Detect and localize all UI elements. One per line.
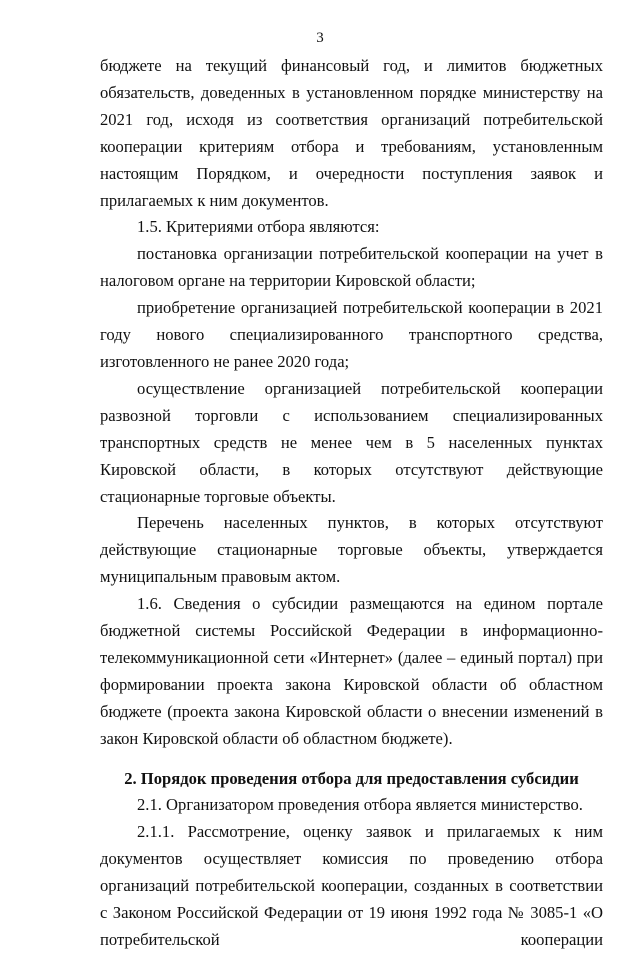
page-number: 3 — [316, 30, 324, 46]
paragraph-criterion-vehicle-purchase: приобретение организацией потребительской кооперации в 2021 году нового специализированного транспортного средства, изготовленного не ранее 2020 года; — [100, 298, 603, 371]
document-body — [100, 53, 603, 954]
paragraph-budget-continuation: бюджете на текущий финансовый год, и лимитов бюджетных обязательств, доведенных в установленном порядке министерству на 2021 год, исходя из соответствия организаций потребительской кооперации критериям отбора и требованиям, установленным настоящим Порядком, и очередности поступления заявок и прилагаемых к ним документов. — [100, 56, 603, 210]
paragraph-criterion-tax-registration: постановка организации потребительской кооперации на учет в налоговом органе на территории Кировской области; — [100, 244, 603, 291]
section-2-heading: 2. Порядок проведения отбора для предоставления субсидии — [124, 768, 579, 788]
paragraph-1-5-criteria: 1.5. Критериями отбора являются: — [137, 217, 380, 237]
paragraph-criterion-mobile-trade: осуществление организацией потребительской кооперации развозной торговли с использованием специализированных транспортных средств не менее чем в 5 населенных пунктах Кировской области, в которых отсутствуют действующие стационарные торговые объекты. — [100, 378, 603, 506]
paragraph-2-1-1-commission: 2.1.1. Рассмотрение, оценку заявок и прилагаемых к ним документов осуществляет комиссия по проведению отбора организаций потребительской кооперации, созданных в соответствии с Законом Российской Федерации от 19 июня 1992 года № 3085-1 «О потребительской кооперации — [100, 822, 603, 949]
paragraph-1-6-subsidy-info: 1.6. Сведения о субсидии размещаются на едином портале бюджетной системы Российской Федерации в информационно-телекоммуникационной сети «Интернет» (далее – единый портал) при формировании проекта закона Кировской области об областном бюджете (проекта закона Кировской области о внесении изменений в закон Кировской области об областном бюджете). — [100, 594, 603, 748]
paragraph-settlements-list: Перечень населенных пунктов, в которых отсутствуют действующие стационарные торговые объекты, утверждается муниципальным правовым актом. — [100, 513, 603, 587]
paragraph-2-1-organizer: 2.1. Организатором проведения отбора является министерство. — [137, 795, 583, 815]
